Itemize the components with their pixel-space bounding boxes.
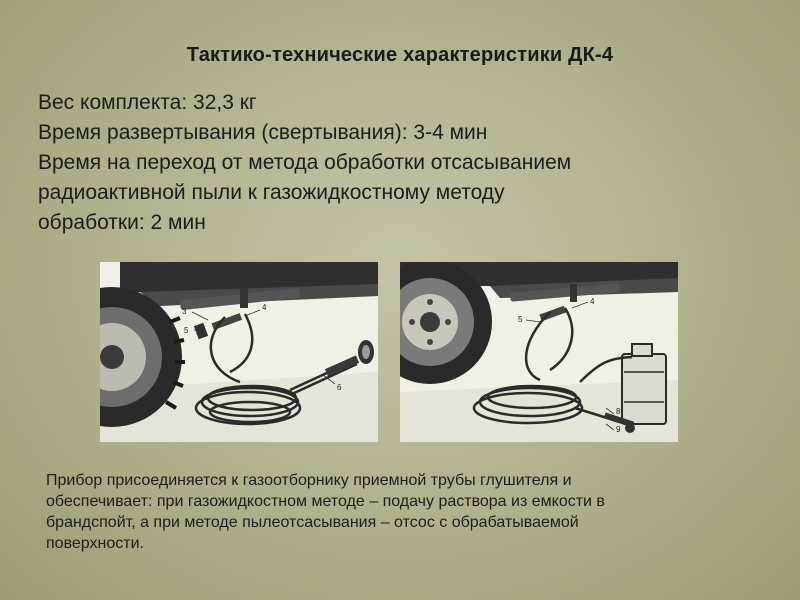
description-line4: поверхности. — [46, 535, 144, 552]
label-6-left: 6 — [337, 383, 342, 392]
label-5-left: 5 — [184, 326, 189, 335]
illustration-dust-suction — [100, 262, 378, 442]
illustration-gas-liquid — [400, 262, 678, 442]
label-9-right: 9 — [616, 425, 621, 434]
description-line3: брандспойт, а при методе пылеотсасывания – отсос с обрабатываемой — [46, 514, 579, 531]
illustration-gas-liquid-drawing — [400, 262, 678, 442]
description-line1: Прибор присоединяется к газоотборнику приемной трубы глушителя и — [46, 472, 572, 489]
label-3-left: 3 — [182, 307, 187, 316]
label-8-right: 8 — [616, 407, 621, 416]
label-5-right: 5 — [518, 315, 523, 324]
spec-switch-time-line1: Время на переход от метода обработки отсасыванием — [38, 151, 572, 174]
label-4-left: 4 — [262, 303, 267, 312]
description-text — [46, 470, 766, 554]
spec-weight: Вес комплекта: 32,3 кг — [38, 91, 257, 114]
label-4-right: 4 — [590, 297, 595, 306]
illustration-dust-suction-drawing — [100, 262, 378, 442]
slide-title: Тактико-технические характеристики ДК-4 — [186, 44, 614, 66]
spec-switch-time-line2: радиоактивной пыли к газожидкостному методу — [38, 181, 505, 204]
specs-list — [38, 88, 778, 238]
description-line2: обеспечивает: при газожидкостном методе – подачу раствора из емкости в — [46, 493, 605, 510]
spec-switch-time-line3: обработки: 2 мин — [38, 211, 206, 234]
spec-deploy-time: Время развертывания (свертывания): 3-4 мин — [38, 121, 488, 144]
